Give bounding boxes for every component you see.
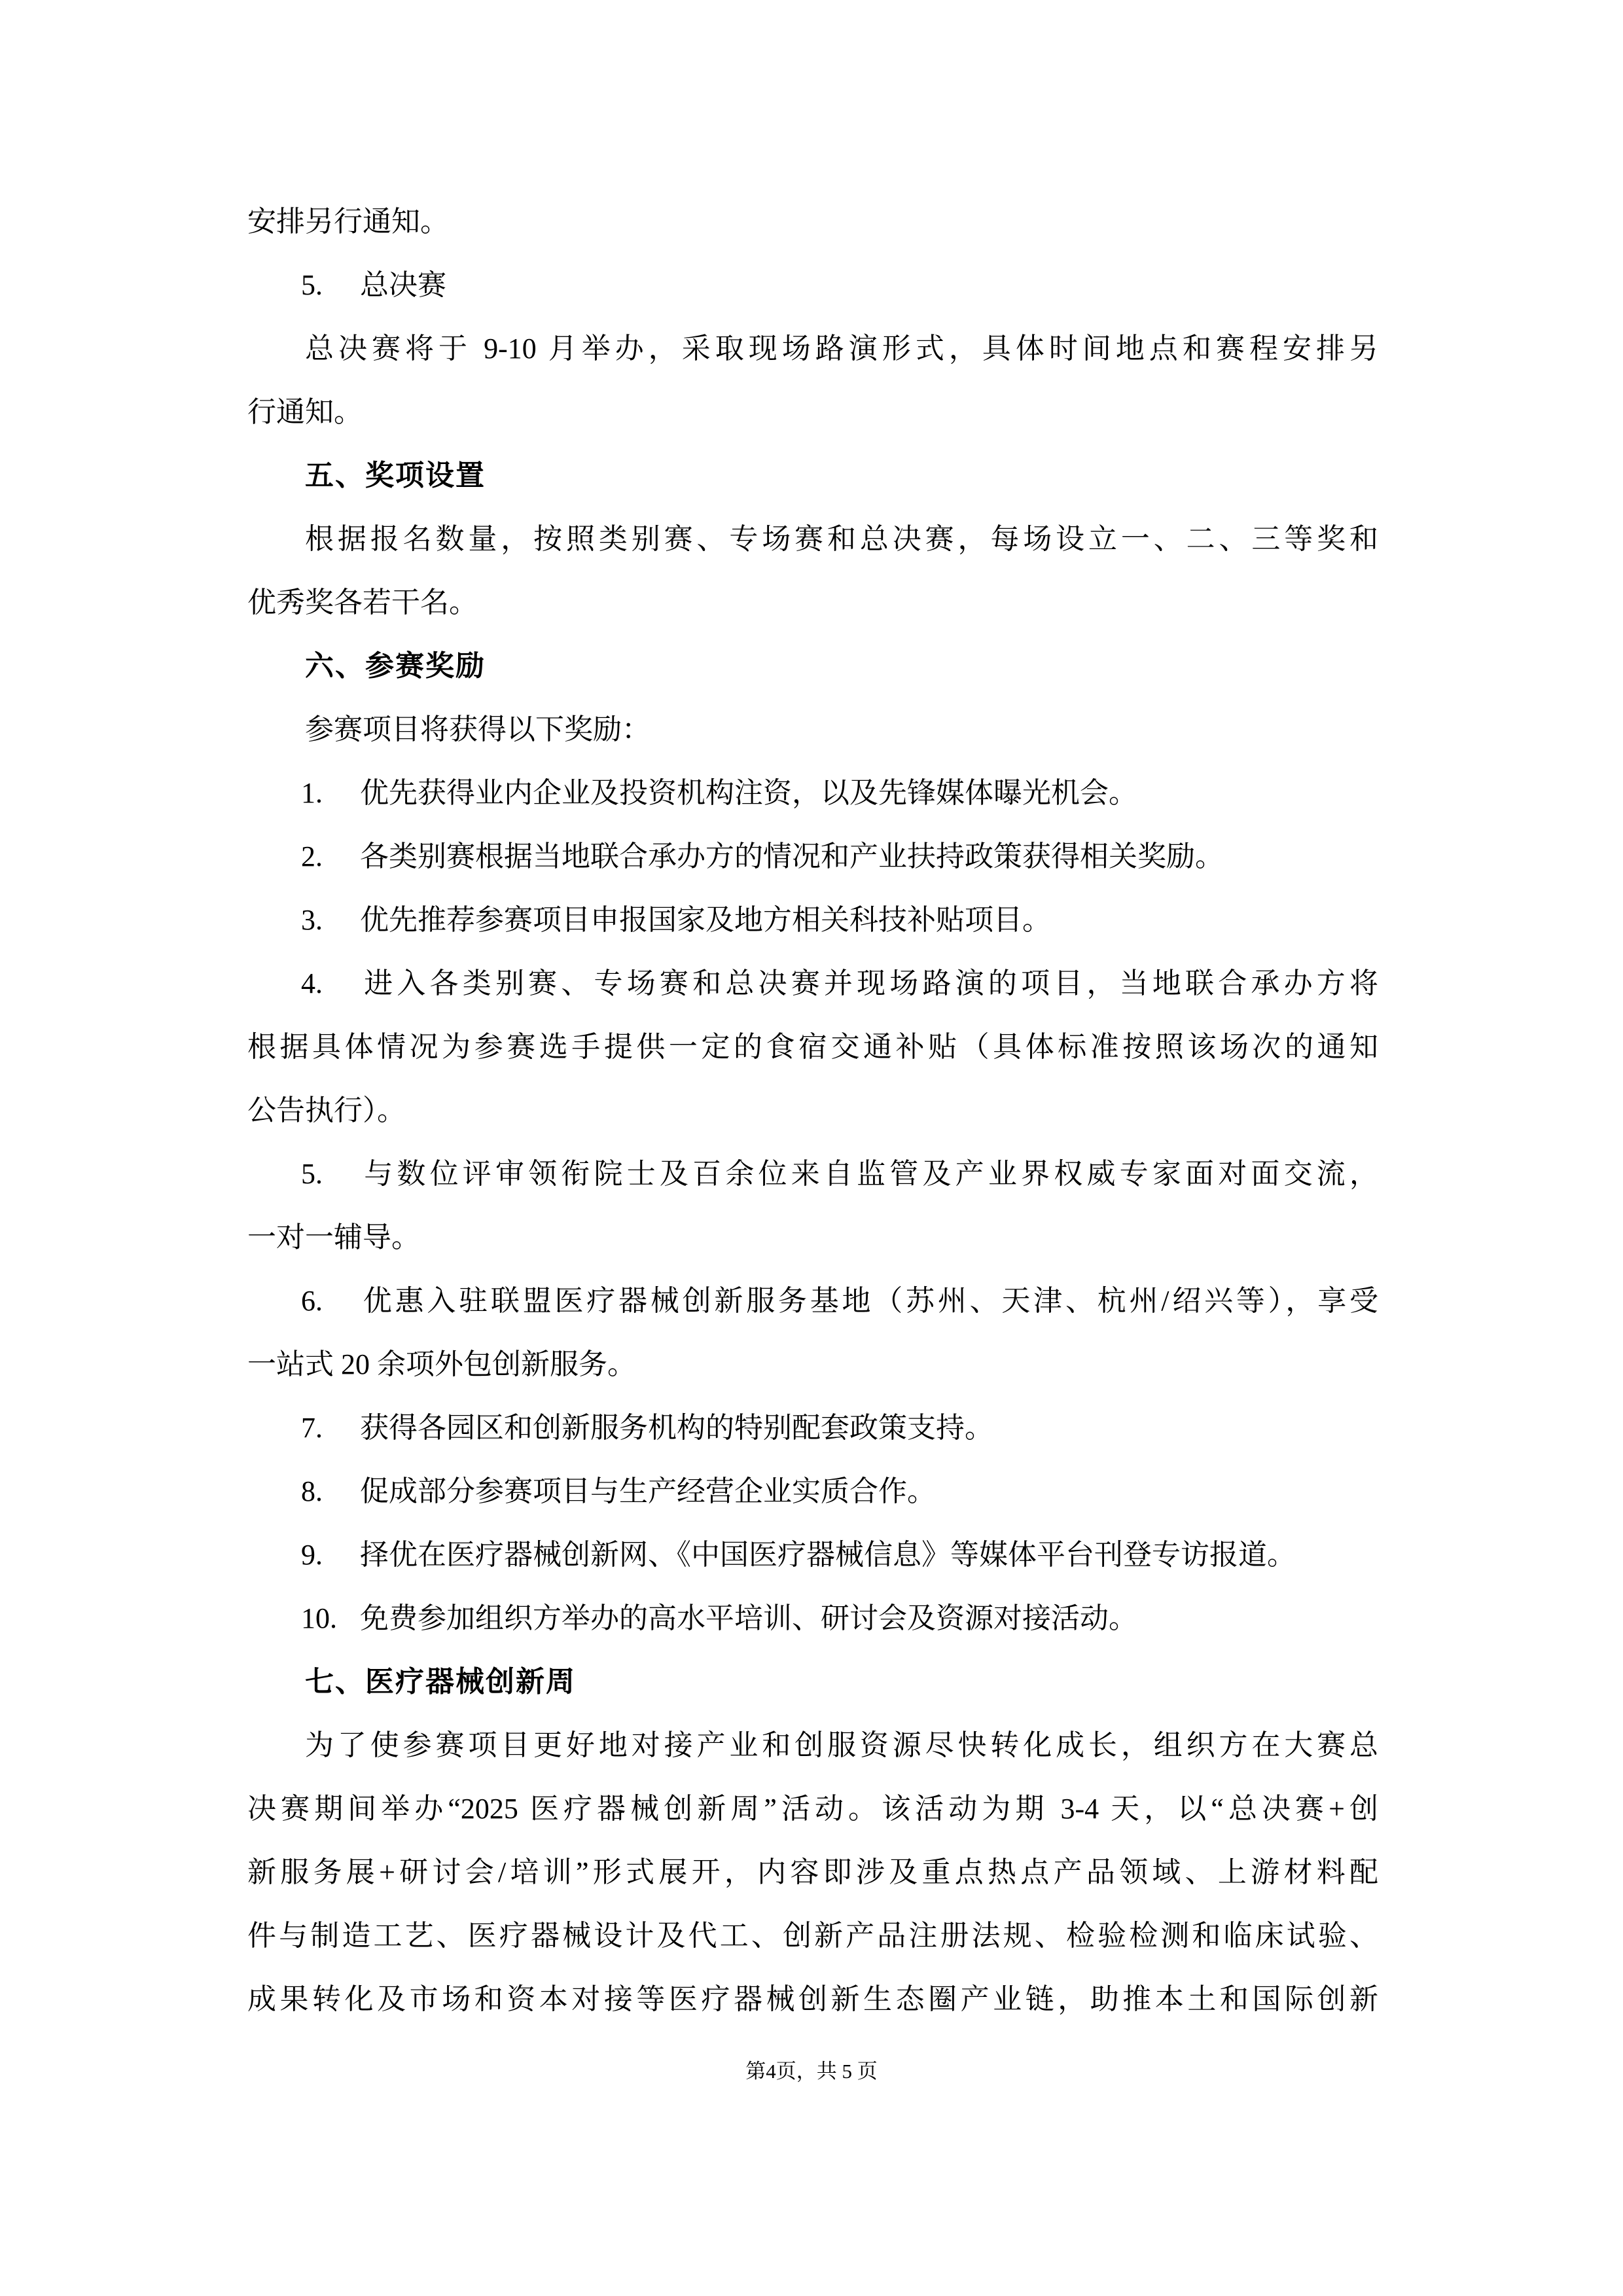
doc-line: 公告执行）。 bbox=[247, 1094, 406, 1126]
list-number: 5. bbox=[301, 269, 323, 301]
list-item bbox=[247, 1460, 1378, 1523]
list-item bbox=[247, 888, 1378, 952]
doc-line: 新服务展+研讨会/培训”形式展开，内容即涉及重点热点产品领域、上游材料配 bbox=[247, 1856, 1378, 1888]
list-number: 7. bbox=[301, 1412, 323, 1444]
line-text: 促成部分参赛项目与生产经营企业实质合作。 bbox=[360, 1475, 936, 1507]
doc-line: 行通知。 bbox=[247, 396, 363, 428]
line-text: 择优在医疗器械创新网、《中国医疗器械信息》等媒体平台刊登专访报道。 bbox=[360, 1539, 1296, 1571]
doc-line: 决赛期间举办“2025 医疗器械创新周”活动。该活动为期 3-4 天，以“总决赛+创 bbox=[247, 1793, 1378, 1825]
line-text: 优先获得业内企业及投资机构注资，以及先锋媒体曝光机会。 bbox=[360, 777, 1137, 809]
doc-line: 根据具体情况为参赛选手提供一定的食宿交通补贴（具体标准按照该场次的通知 bbox=[247, 1031, 1378, 1063]
list-item bbox=[247, 825, 1378, 888]
doc-line: 成果转化及市场和资本对接等医疗器械创新生态圈产业链，助推本土和国际创新 bbox=[247, 1983, 1378, 2015]
list-item bbox=[247, 1269, 1378, 1333]
list-item bbox=[247, 253, 1378, 317]
doc-line: 为了使参赛项目更好地对接产业和创服资源尽快转化成长，组织方在大赛总 bbox=[305, 1729, 1378, 1761]
doc-line: 参赛项目将获得以下奖励： bbox=[305, 713, 651, 745]
list-number: 6. bbox=[301, 1285, 323, 1317]
list-item bbox=[247, 1523, 1378, 1587]
list-number: 1. bbox=[301, 777, 323, 809]
section-heading: 七、医疗器械创新周 bbox=[305, 1666, 576, 1698]
list-item bbox=[247, 761, 1378, 825]
line-text: 优先推荐参赛项目申报国家及地方相关科技补贴项目。 bbox=[360, 904, 1051, 936]
line-text: 获得各园区和创新服务机构的特别配套政策支持。 bbox=[360, 1412, 993, 1444]
list-item bbox=[247, 952, 1378, 1015]
section-heading: 五、奖项设置 bbox=[305, 459, 486, 492]
list-number: 5. bbox=[301, 1158, 323, 1190]
list-number: 9. bbox=[301, 1539, 323, 1571]
list-number: 8. bbox=[301, 1475, 323, 1507]
doc-line: 一对一辅导。 bbox=[247, 1221, 420, 1253]
document-body bbox=[247, 190, 1378, 2031]
line-text: 免费参加组织方举办的高水平培训、研讨会及资源对接活动。 bbox=[360, 1602, 1137, 1634]
page-footer: 第4页，共 5 页 bbox=[745, 2060, 878, 2083]
list-number: 4. bbox=[301, 967, 323, 999]
doc-line: 总决赛将于 9-10 月举办，采取现场路演形式，具体时间地点和赛程安排另 bbox=[305, 332, 1378, 365]
list-item bbox=[247, 1396, 1378, 1460]
doc-line: 一站式 20 余项外包创新服务。 bbox=[247, 1348, 636, 1380]
doc-line: 优秀奖各若干名。 bbox=[247, 586, 478, 619]
line-text: 进入各类别赛、专场赛和总决赛并现场路演的项目，当地联合承办方将 bbox=[360, 967, 1378, 999]
line-text: 各类别赛根据当地联合承办方的情况和产业扶持政策获得相关奖励。 bbox=[360, 840, 1224, 872]
list-number: 10. bbox=[301, 1602, 337, 1634]
line-text: 与数位评审领衔院士及百余位来自监管及产业界权威专家面对面交流， bbox=[360, 1158, 1378, 1190]
doc-line: 根据报名数量，按照类别赛、专场赛和总决赛，每场设立一、二、三等奖和 bbox=[305, 523, 1378, 555]
doc-line: 安排另行通知。 bbox=[247, 206, 449, 238]
doc-line: 件与制造工艺、医疗器械设计及代工、创新产品注册法规、检验检测和临床试验、 bbox=[247, 1920, 1378, 1952]
list-number: 2. bbox=[301, 840, 323, 872]
line-text: 总决赛 bbox=[360, 269, 446, 301]
list-item bbox=[247, 1587, 1378, 1650]
line-text: 优惠入驻联盟医疗器械创新服务基地（苏州、天津、杭州/绍兴等），享受 bbox=[360, 1285, 1378, 1317]
list-item bbox=[247, 1142, 1378, 1206]
list-number: 3. bbox=[301, 904, 323, 936]
section-heading: 六、参赛奖励 bbox=[305, 650, 486, 682]
